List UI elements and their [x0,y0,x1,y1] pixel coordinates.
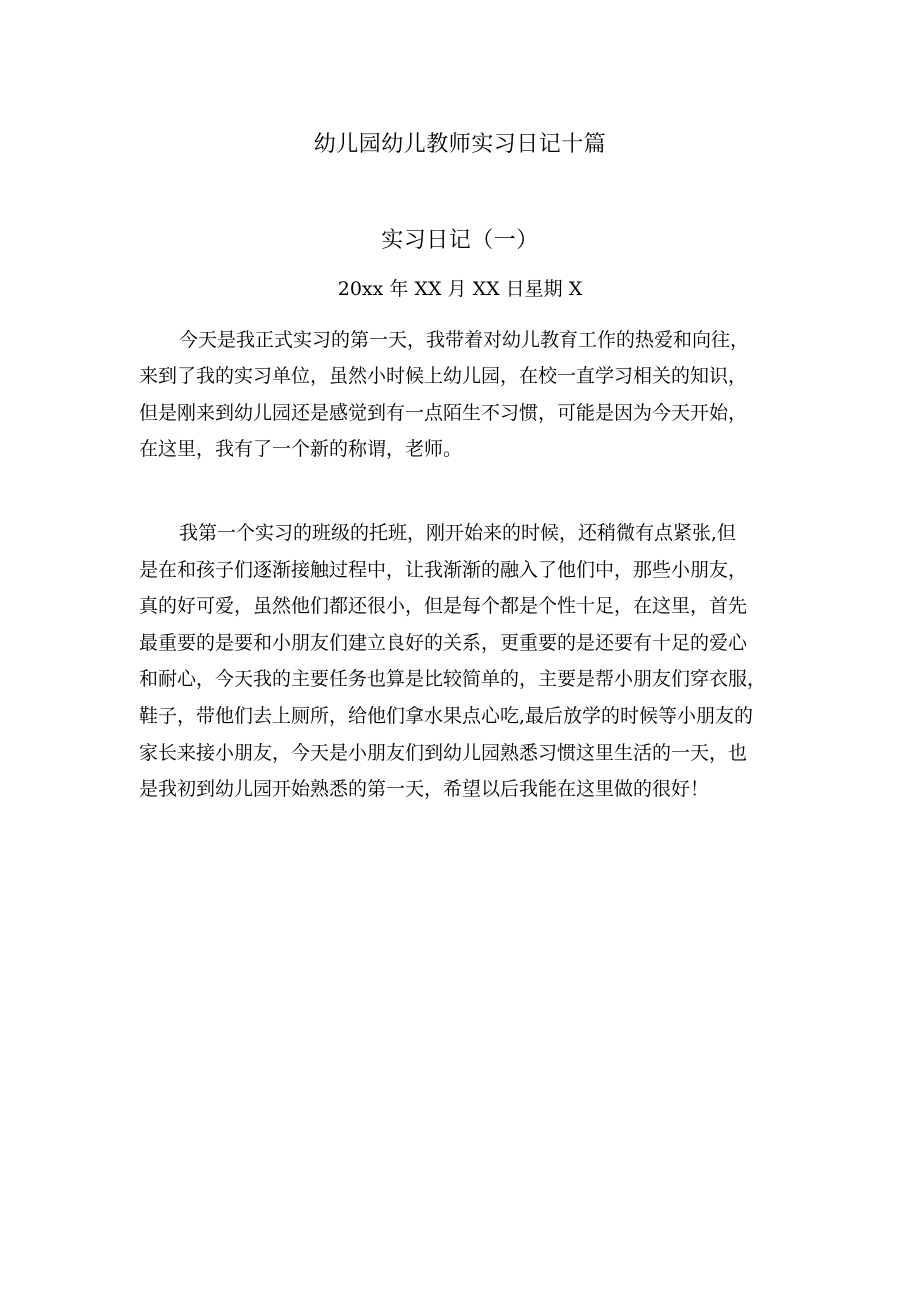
section-title: 实习日记（一） [381,228,539,253]
paragraph-line: 家长来接小朋友，今天是小朋友们到幼儿园熟悉习惯这里生活的一天，也 [139,741,748,764]
paragraph-line: 是在和孩子们逐渐接触过程中，让我渐渐的融入了他们中，那些小朋友， [139,558,748,581]
paragraph-line: 我第一个实习的班级的托班，刚开始来的时候，还稍微有点紧张,但 [179,522,737,544]
paragraph-line: 真的好可爱，虽然他们都还很小，但是每个都是个性十足，在这里，首先 [139,595,748,618]
paragraph-1 [139,322,789,467]
paragraph-line: 是我初到幼儿园开始熟悉的第一天，希望以后我能在这里做的很好！ [139,778,710,801]
paragraph-line: 在这里，我有了一个新的称谓，老师。 [139,437,463,460]
paragraph-line: 最重要的是要和小朋友们建立良好的关系，更重要的是还要有十足的爱心 [139,631,748,654]
diary-date: 20xx 年 XX 月 XX 日星期 X [337,278,583,300]
paragraph-line: 鞋子，带他们去上厕所，给他们拿水果点心吃,最后放学的时候等小朋友的 [139,704,754,727]
paragraph-2 [139,515,789,808]
paragraph-line: 和耐心，今天我的主要任务也算是比较简单的，主要是帮小朋友们穿衣服， [139,668,767,691]
paragraph-line: 今天是我正式实习的第一天，我带着对幼儿教育工作的热爱和向往， [179,329,750,351]
paragraph-line: 来到了我的实习单位，虽然小时候上幼儿园，在校一直学习相关的知识， [139,365,748,388]
paragraph-line: 但是刚来到幼儿园还是感觉到有一点陌生不习惯，可能是因为今天开始， [139,401,748,424]
document-title: 幼儿园幼儿教师实习日记十篇 [313,132,607,157]
